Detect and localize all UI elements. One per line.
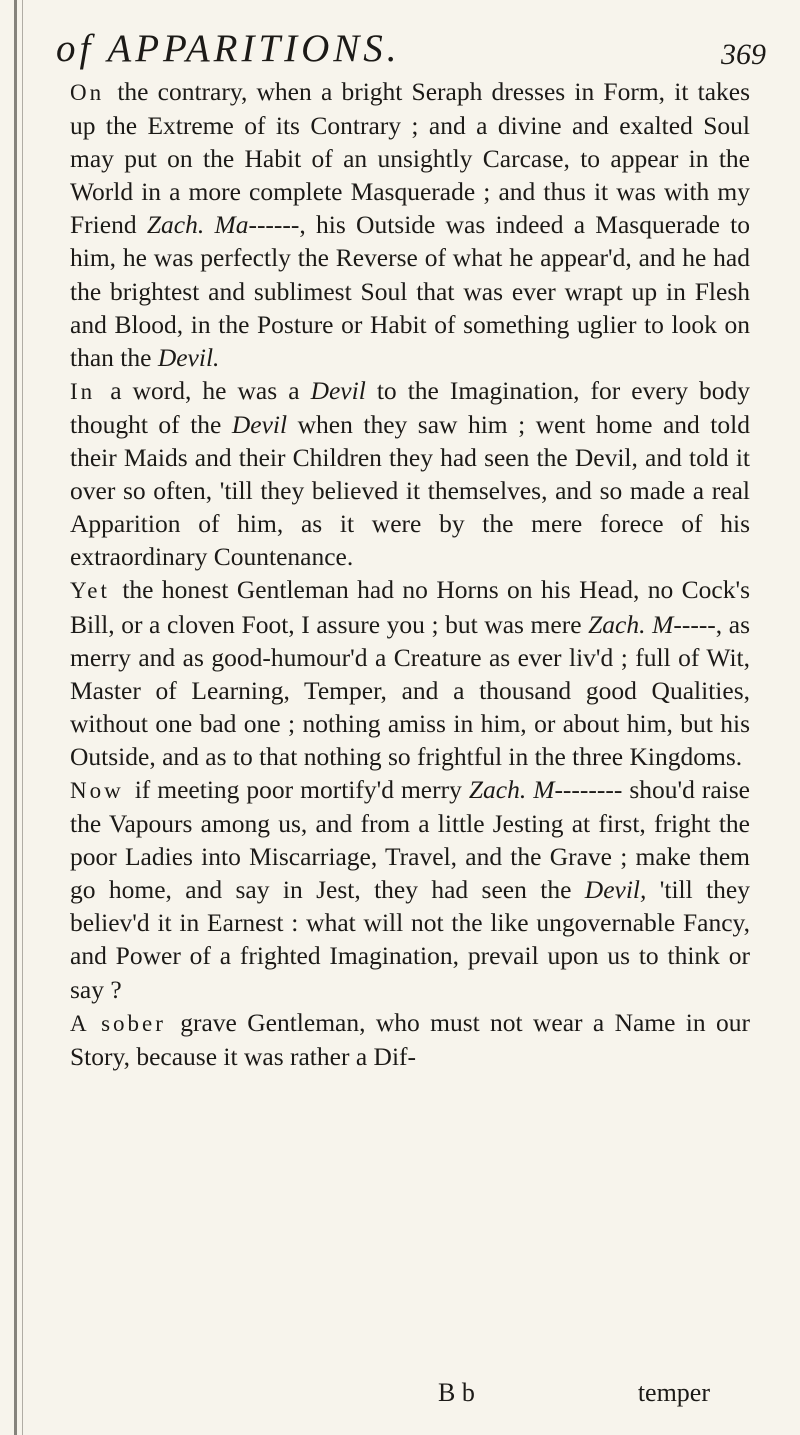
paragraph-text: a word, he was a xyxy=(99,375,311,405)
paragraph-italic: Devil xyxy=(231,409,288,439)
paragraph-italic: Zach. M xyxy=(588,609,674,639)
paragraph-text: to the Imagination, for every body thought of the xyxy=(70,375,750,439)
paragraph-4 xyxy=(70,773,750,1006)
paragraph-italic: Devil. xyxy=(157,342,220,372)
paragraph-text: 'till they believ'd it in Earnest : what will not the like ungovernable Fancy, and Power of a frighted Imagination, prevail upon us to think or say ? xyxy=(70,875,751,1004)
binding-edge-line xyxy=(14,0,17,1435)
paragraph-italic: Zach. Ma xyxy=(146,210,249,240)
paragraph-1 xyxy=(70,75,750,374)
text-body xyxy=(70,75,750,1073)
paragraph-lead: Yet xyxy=(70,578,110,604)
paragraph-lead: In xyxy=(70,378,96,404)
paragraph-lead: On xyxy=(70,80,105,105)
paragraph-text: when they saw him ; went home and told their Maids and their Children they had seen the Devil, and told it over so often, 'till they believed it themselves, and so made a real Apparition of him, as it were by the mere forece of his extraordinary Countenance. xyxy=(70,409,750,572)
paragraph-italic: Zach. M xyxy=(468,774,555,804)
page-footer xyxy=(70,1378,750,1414)
paragraph-text: if meeting poor mortify'd merry xyxy=(127,774,469,804)
paragraph-text: the contrary, when a bright Seraph dresses in Form, it takes up the Extreme of its Contrary ; and a divine and exalted Soul may put on the Habit of an unsightly Carcase, to appear in the World in a more complete Masquerade ; and thus it was with my Friend xyxy=(70,77,750,240)
paragraph-text: grave Gentleman, who must not wear a Name in our Story, because it was rather a Dif- xyxy=(70,1007,750,1071)
paragraph-italic: Devil xyxy=(310,375,366,405)
paragraph-5 xyxy=(70,1006,750,1073)
catchword: temper xyxy=(637,1378,710,1407)
paragraph-text: -----, as merry and as good-humour'd a Creature as ever liv'd ; full of Wit, Master of Learning, Temper, and a thousand good Qualities, without one bad one ; nothing amiss in him, or about him, but his Outside, and as to that nothing so frightful in the three Kingdoms. xyxy=(70,609,751,771)
binding-edge-thin-line xyxy=(22,0,23,1435)
signature-mark: B b xyxy=(438,1378,475,1407)
running-title: of APPARITIONS. xyxy=(56,27,401,70)
paragraph-text: the honest Gentleman had no Horns on his Head, no Cock's Bill, or a cloven Foot, I assure you ; but was mere xyxy=(70,575,750,639)
paragraph-text: ------, his Outside was indeed a Masquerade to him, he was perfectly the Reverse of what he appear'd, and he had the brightest and sublimest Soul that was ever wrapt up in Flesh and Blood, in the Posture or Habit of something uglier to look on than the xyxy=(70,210,750,372)
paragraph-lead: Now xyxy=(70,777,124,803)
paragraph-2 xyxy=(70,374,750,574)
paragraph-italic: Devil, xyxy=(584,875,647,905)
paragraph-lead: A sober xyxy=(70,1010,166,1036)
paragraph-text: -------- shou'd raise the Vapours among us, and from a little Jesting at first, fright the poor Ladies into Miscarriage, Travel, and the Grave ; make them go home, and say in Jest, they had seen the xyxy=(70,774,750,905)
page-number: 369 xyxy=(721,38,766,71)
paragraph-3 xyxy=(70,573,750,773)
